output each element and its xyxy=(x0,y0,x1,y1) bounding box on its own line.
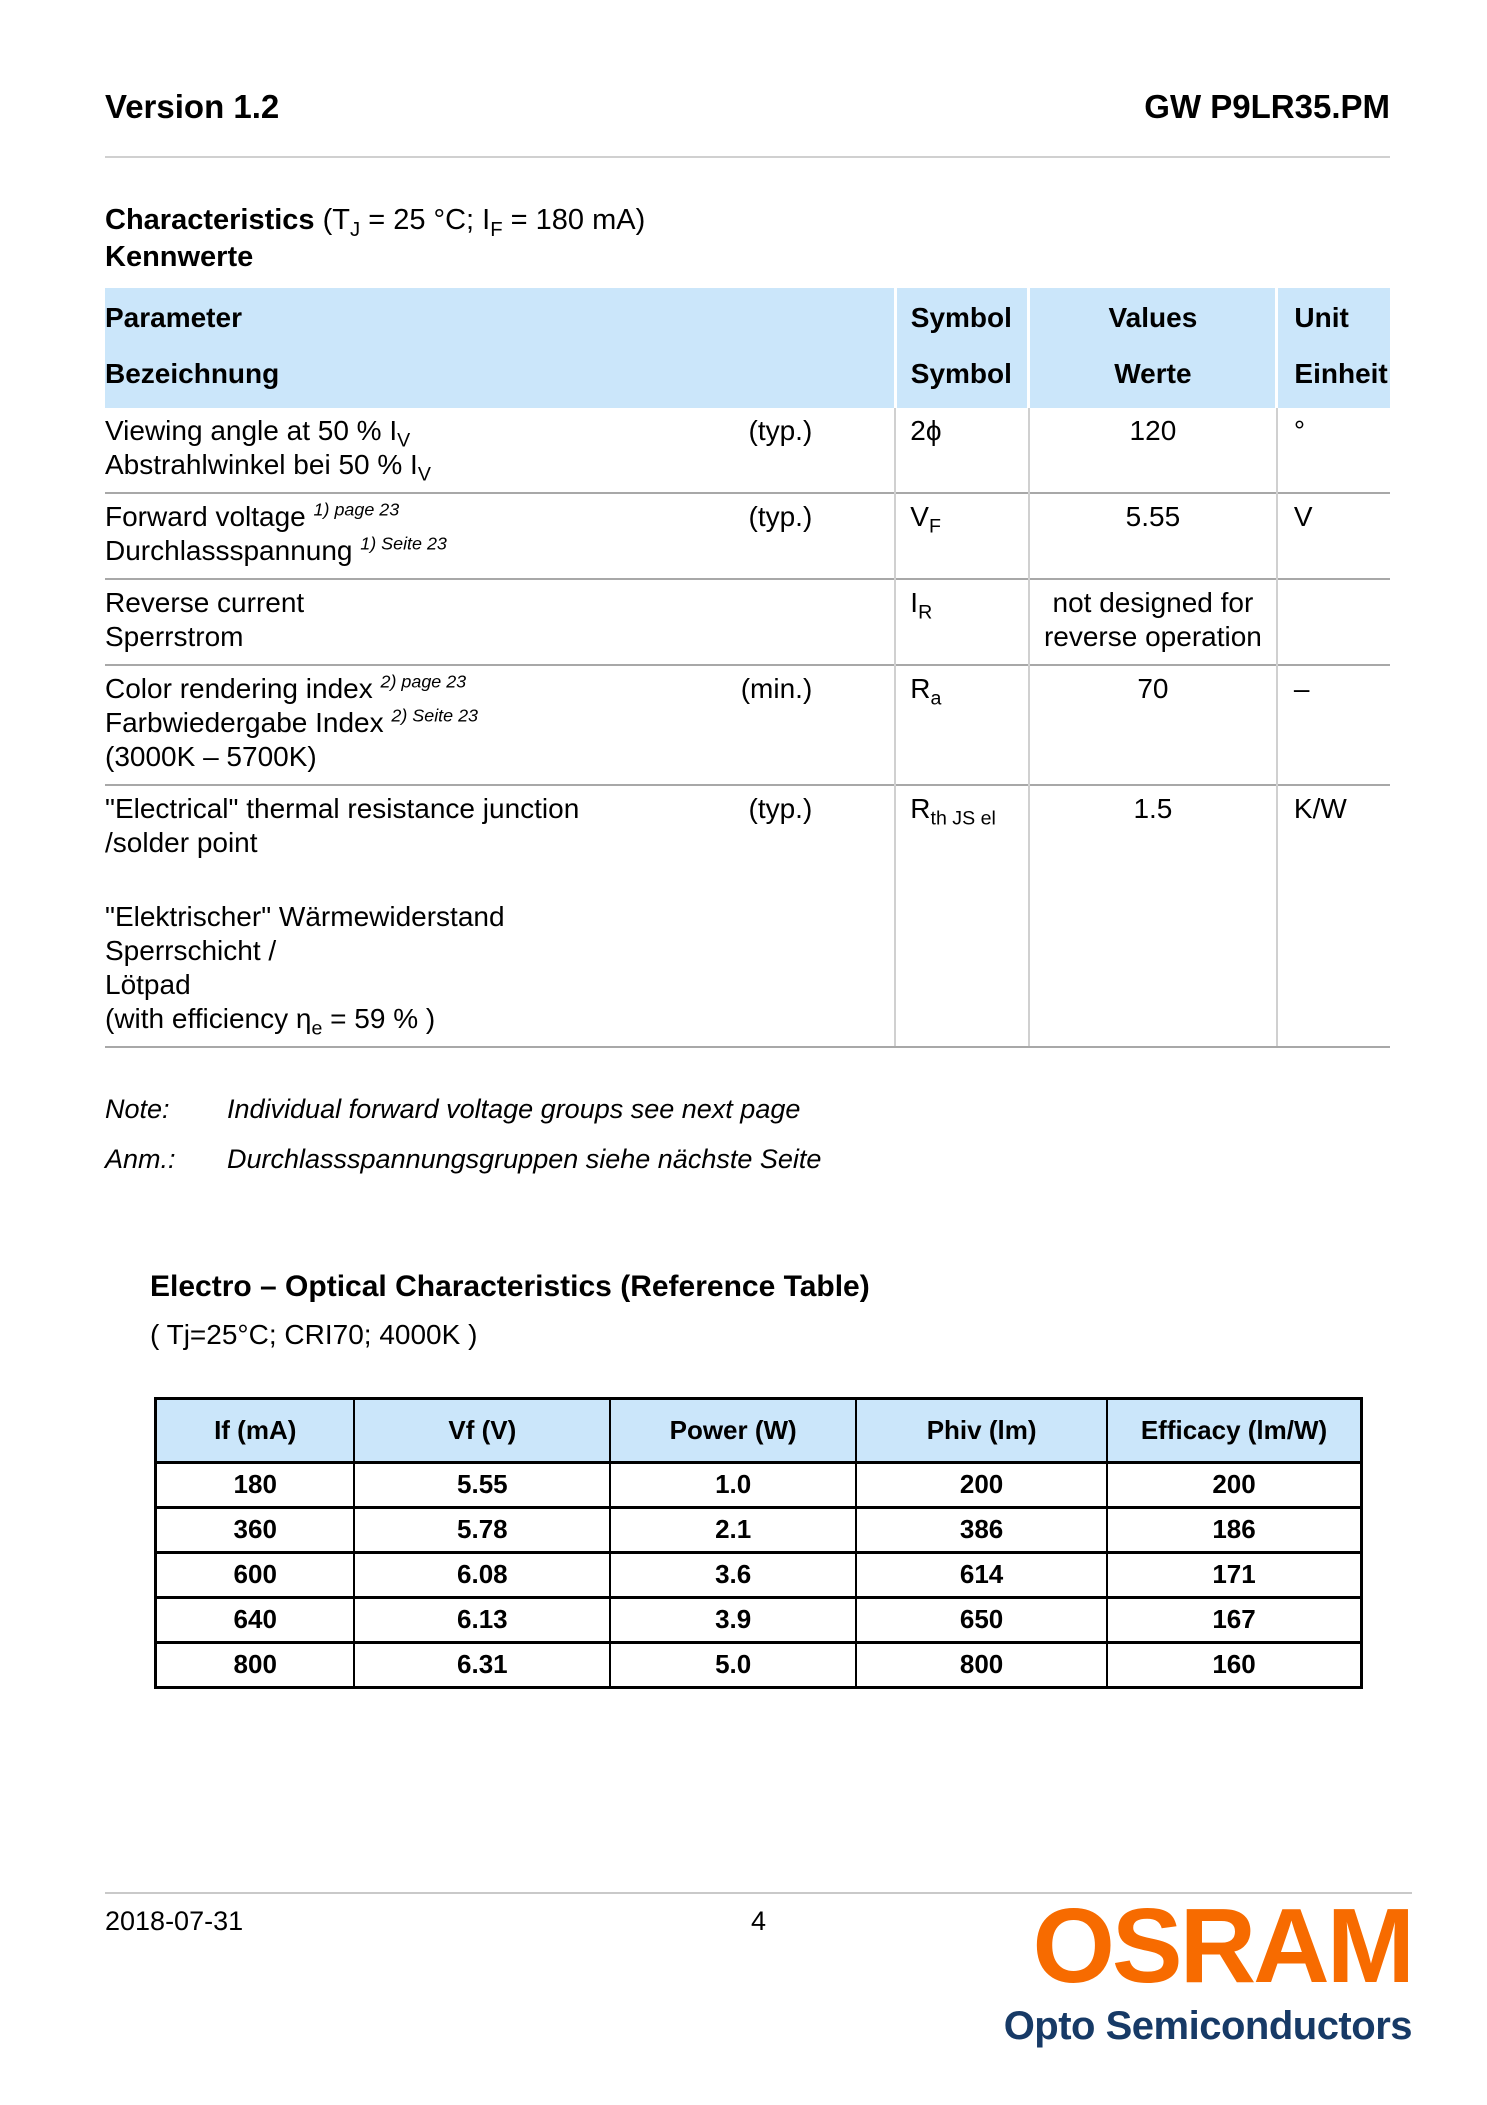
characteristics-table-header xyxy=(105,288,1390,408)
qualifier: (typ.) xyxy=(748,415,813,446)
note-text: Individual forward voltage groups see next page xyxy=(227,1094,801,1124)
parameter-line: Viewing angle at 50 % $I_V$ xyxy=(105,415,411,452)
reference-cell: 167 xyxy=(1107,1598,1361,1643)
col-header-parameter: Parameter Bezeichnung xyxy=(105,288,895,408)
characteristics-row xyxy=(105,579,1390,665)
reference-cell: 360 xyxy=(156,1508,355,1553)
note-line xyxy=(105,1092,1390,1126)
unit-cell: ° xyxy=(1277,408,1390,493)
reference-cell: 600 xyxy=(156,1553,355,1598)
parameter-cell xyxy=(105,579,895,665)
symbol-cell: 2ϕ xyxy=(895,408,1029,493)
col-header-unit: Unit Einheit xyxy=(1277,288,1390,408)
parameter-cell xyxy=(105,665,895,785)
reference-cell: 186 xyxy=(1107,1508,1361,1553)
characteristics-row xyxy=(105,493,1390,579)
parameter-line: Durchlassspannung $^{1) Seite 23}$ xyxy=(105,533,447,566)
symbol-cell: $R_a$ xyxy=(895,665,1029,785)
parameter-cell xyxy=(105,408,895,493)
reference-cell: 171 xyxy=(1107,1553,1361,1598)
reference-cell: 6.08 xyxy=(354,1553,610,1598)
reference-cell: 6.13 xyxy=(354,1598,610,1643)
reference-cell: 640 xyxy=(156,1598,355,1643)
reference-column-header: Vf (V) xyxy=(354,1399,610,1463)
value-cell: 120 xyxy=(1029,408,1277,493)
reference-cell: 800 xyxy=(156,1643,355,1688)
note-text: Durchlassspannungsgruppen siehe nächste Seite xyxy=(227,1144,822,1174)
unit-cell xyxy=(1277,579,1390,665)
parameter-line: Forward voltage $^{1) page 23}$ xyxy=(105,499,400,532)
value-cell: 5.55 xyxy=(1029,493,1277,579)
characteristics-table xyxy=(105,288,1390,1048)
reference-column-header: Phiv (lm) xyxy=(856,1399,1107,1463)
reference-cell: 614 xyxy=(856,1553,1107,1598)
parameter-line: Sperrstrom xyxy=(105,621,244,652)
product-name: GW P9LR35.PM xyxy=(1144,88,1390,125)
reference-cell: 6.31 xyxy=(354,1643,610,1688)
reference-cell: 160 xyxy=(1107,1643,1361,1688)
qualifier xyxy=(612,586,894,654)
parameter-line: (3000K – 5700K) xyxy=(105,741,317,772)
characteristics-row xyxy=(105,408,1390,493)
reference-table xyxy=(154,1397,1363,1689)
reference-column-header: If (mA) xyxy=(156,1399,355,1463)
parameter-line: (with efficiency $\eta_e = 59$ % ) xyxy=(105,1003,436,1040)
characteristics-row xyxy=(105,665,1390,785)
page-footer xyxy=(105,1887,1412,2048)
reference-column-header: Efficacy (lm/W) xyxy=(1107,1399,1361,1463)
document-header xyxy=(105,0,1390,126)
reference-cell: 2.1 xyxy=(610,1508,856,1553)
reference-title: Electro – Optical Characteristics (Reference Table) xyxy=(150,1270,870,1303)
parameter-cell xyxy=(105,493,895,579)
characteristics-title: Characteristics xyxy=(105,204,315,236)
qualifier: (min.) xyxy=(740,673,813,704)
unit-cell: V xyxy=(1277,493,1390,579)
reference-cell: 3.9 xyxy=(610,1598,856,1643)
reference-cell: 386 xyxy=(856,1508,1107,1553)
value-cell: 70 xyxy=(1029,665,1277,785)
reference-cell: 200 xyxy=(1107,1463,1361,1508)
reference-conditions: ( Tj=25°C; CRI70; 4000K ) xyxy=(150,1319,478,1350)
reference-row xyxy=(156,1553,1362,1598)
page-number: 4 xyxy=(750,1906,767,1936)
symbol-cell: $R_{th JS el}$ xyxy=(895,785,1029,1047)
parameter-cell xyxy=(105,785,895,1047)
unit-cell: – xyxy=(1277,665,1390,785)
characteristics-row xyxy=(105,785,1390,1047)
characteristics-conditions: ($T_J = 25$ °C; $I_F = 180$ mA) xyxy=(314,204,646,241)
footer-date: 2018-07-31 xyxy=(105,1906,244,1936)
parameter-line: Farbwiedergabe Index $^{2) Seite 23}$ xyxy=(105,705,479,738)
note-label: Note: xyxy=(105,1094,170,1124)
reference-cell: 1.0 xyxy=(610,1463,856,1508)
header-divider xyxy=(105,156,1390,158)
unit-cell: K/W xyxy=(1277,785,1390,1047)
col-header-symbol: Symbol Symbol xyxy=(895,288,1029,408)
parameter-line: Color rendering index $^{2) page 23}$ xyxy=(105,671,467,704)
reference-column-header: Power (W) xyxy=(610,1399,856,1463)
characteristics-heading xyxy=(105,202,1390,276)
symbol-cell: $V_F$ xyxy=(895,493,1029,579)
characteristics-table-body xyxy=(105,408,1390,1047)
col-header-values: Values Werte xyxy=(1029,288,1277,408)
reference-section xyxy=(150,1268,1390,1351)
parameter-line: Abstrahlwinkel bei 50 % $I_V$ xyxy=(105,449,431,486)
note-line xyxy=(105,1142,1390,1176)
reference-cell: 650 xyxy=(856,1598,1107,1643)
reference-row xyxy=(156,1508,1362,1553)
osram-division: Opto Semiconductors xyxy=(1003,2003,1412,2048)
parameter-line: "Elektrischer" Wärmewiderstand Sperrschicht / xyxy=(105,901,505,966)
reference-cell: 800 xyxy=(856,1643,1107,1688)
reference-cell: 200 xyxy=(856,1463,1107,1508)
characteristics-title-line xyxy=(105,202,1390,239)
value-cell: not designed for reverse operation xyxy=(1029,579,1277,665)
version-label: Version 1.2 xyxy=(105,88,280,125)
notes-block xyxy=(105,1092,1390,1176)
parameter-line: Lötpad xyxy=(105,969,191,1000)
parameter-line: Reverse current xyxy=(105,587,305,618)
reference-cell: 3.6 xyxy=(610,1553,856,1598)
qualifier: (typ.) xyxy=(748,501,813,532)
reference-table-body xyxy=(156,1463,1362,1688)
reference-cell: 180 xyxy=(156,1463,355,1508)
reference-cell: 5.0 xyxy=(610,1643,856,1688)
characteristics-subtitle-de: Kennwerte xyxy=(105,241,254,273)
qualifier: (typ.) xyxy=(748,793,813,824)
reference-table-header xyxy=(156,1399,1362,1463)
note-label: Anm.: xyxy=(105,1144,176,1174)
osram-logo xyxy=(1003,1887,1412,2049)
reference-row xyxy=(156,1463,1362,1508)
parameter-line: "Electrical" thermal resistance junction /solder point xyxy=(105,793,580,858)
reference-cell: 5.55 xyxy=(354,1463,610,1508)
osram-wordmark: OSRAM xyxy=(1032,1887,1412,2005)
reference-row xyxy=(156,1643,1362,1688)
value-cell: 1.5 xyxy=(1029,785,1277,1047)
symbol-cell: $I_R$ xyxy=(895,579,1029,665)
reference-cell: 5.78 xyxy=(354,1508,610,1553)
reference-row xyxy=(156,1598,1362,1643)
